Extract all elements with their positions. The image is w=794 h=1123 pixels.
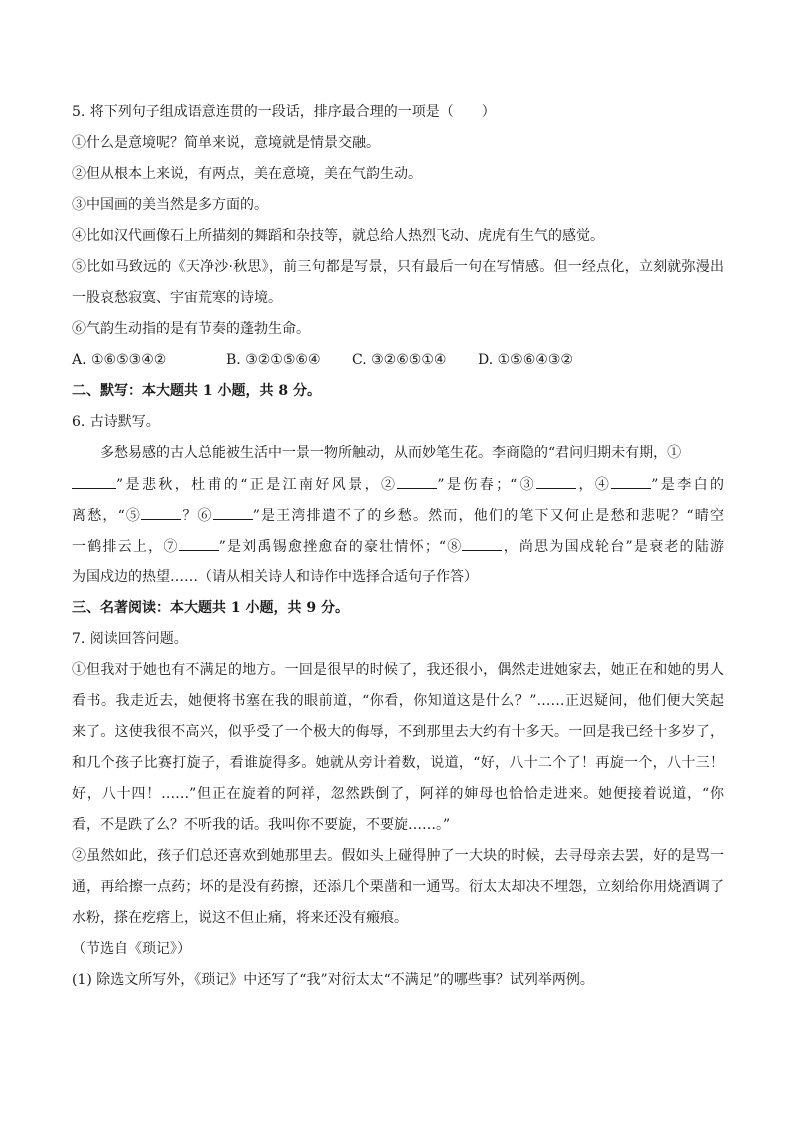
section-3-heading: 三、名著阅读：本大题共 1 小题，共 9 分。 — [72, 600, 349, 616]
q5-sentence-6: ⑥气韵生动指的是有节奏的蓬勃生命。 — [72, 321, 310, 337]
question-5-stem: 5. 将下列句子组成语意连贯的一段话，排序最合理的一项是（ ） — [72, 104, 496, 120]
blank-2[interactable] — [397, 472, 437, 489]
blank-4[interactable] — [611, 472, 651, 489]
q5-sentence-4: ④比如汉代画像石上所描刻的舞蹈和杂技等，就总给人热烈飞动、虎虎有生气的感觉。 — [72, 228, 604, 244]
q7-paragraph-1-line-5: 好，八十四！……”但正在旋着的阿祥，忽然跌倒了，阿祥的婶母也恰恰走进来。她便接着说道，“你 — [72, 786, 724, 802]
q6-passage-line-1: 多愁易感的古人总能被生活中一景一物所触动，从而妙笔生花。李商隐的“君问归期未有期，① — [100, 445, 682, 461]
q6-passage-line-5: 为国戍边的热望……（请从相关诗人和诗作中选择合适句子作答） — [72, 569, 478, 585]
q6-passage-line-3: 离愁，“⑤ ？⑥ ”是王湾排遣不了的乡愁。然而，他们的笔下又何止是愁和悲呢？“晴空 — [72, 503, 724, 534]
q7-paragraph-1-line-4: 和几个孩子比赛打旋子，看谁旋得多。她就从旁计着数，说道，“好，八十二个了！再旋一个，八十三！ — [72, 755, 724, 771]
q7-paragraph-2-line-1: ②虽然如此，孩子们总还喜欢到她那里去。假如头上碰得肿了一大块的时候，去寻母亲去罢，好的是骂一 — [72, 848, 724, 864]
blank-7[interactable] — [179, 534, 219, 551]
q7-paragraph-1-line-1: ①但我对于她也有不满足的地方。一回是很早的时候了，我还很小，偶然走进她家去，她正在和她的男人 — [72, 662, 724, 678]
q5-option-c[interactable]: C. ③②⑥⑤①④ — [352, 352, 447, 368]
blank-3[interactable] — [536, 472, 576, 489]
q5-sentence-1: ①什么是意境呢？简单来说，意境就是情景交融。 — [72, 135, 380, 151]
q5-sentence-3: ③中国画的美当然是多方面的。 — [72, 197, 268, 213]
q6-passage-line-4: 一鹤排云上，⑦ ”是刘禹锡愈挫愈奋的豪壮情怀；“⑧ ，尚思为国戍轮台”是衰老的陆游 — [72, 534, 724, 565]
q5-options — [72, 348, 724, 379]
blank-5[interactable] — [141, 503, 181, 520]
q7-paragraph-2-line-3: 水粉，搽在疙瘩上，说这不但止痛，将来还没有瘢痕。 — [72, 910, 408, 926]
q7-subquestion-1: (1) 除选文所写外，《琐记》中还写了“我”对衍太太“不满足”的哪些事？试列举两例。 — [72, 972, 594, 988]
blank-8[interactable] — [462, 534, 502, 551]
q7-source-note: （节选自《琐记》） — [72, 941, 191, 957]
blank-6[interactable] — [213, 503, 253, 520]
q5-option-b[interactable]: B. ③②①⑤⑥④ — [226, 352, 321, 368]
exam-page — [72, 100, 724, 999]
q5-option-d[interactable]: D. ①⑤⑥④③② — [478, 352, 573, 368]
question-7-stem: 7. 阅读回答问题。 — [72, 631, 188, 647]
q6-passage-line-2: ”是悲秋，杜甫的“正是江南好风景，② ”是伤春；“③ ，④ ”是李白的 — [72, 472, 724, 503]
q7-paragraph-1-line-2: 看书。我走近去，她便将书塞在我的眼前道，“你看，你知道这是什么？”……正迟疑间，他们便大笑起 — [72, 693, 724, 709]
q7-paragraph-1-line-3: 来了。这使我很不高兴，似乎受了一个极大的侮辱，不到那里去大约有十多天。一回是我已经十多岁了， — [72, 724, 724, 740]
q7-paragraph-2-line-2: 通，再给擦一点药；坏的是没有药擦，还添几个栗凿和一通骂。衍太太却决不埋怨，立刻给你用烧酒调了 — [72, 879, 724, 895]
q5-sentence-2: ②但从根本上来说，有两点，美在意境，美在气韵生动。 — [72, 166, 422, 182]
q7-paragraph-1-line-6: 看，不是跌了么？不听我的话。我叫你不要旋，不要旋……。” — [72, 817, 451, 833]
blank-1[interactable] — [72, 472, 116, 489]
section-2-heading: 二、默写：本大题共 1 小题，共 8 分。 — [72, 383, 321, 399]
q5-sentence-5-line-1: ⑤比如马致远的《天净沙·秋思》，前三句都是写景，只有最后一句在写情感。但一经点化，立刻就弥漫出 — [72, 259, 724, 275]
question-6-stem: 6. 古诗默写。 — [72, 414, 160, 430]
q5-option-a[interactable]: A. ①⑥⑤③④② — [72, 352, 167, 368]
q5-sentence-5-line-2: 一股哀愁寂寞、宇宙荒寒的诗境。 — [72, 290, 282, 306]
